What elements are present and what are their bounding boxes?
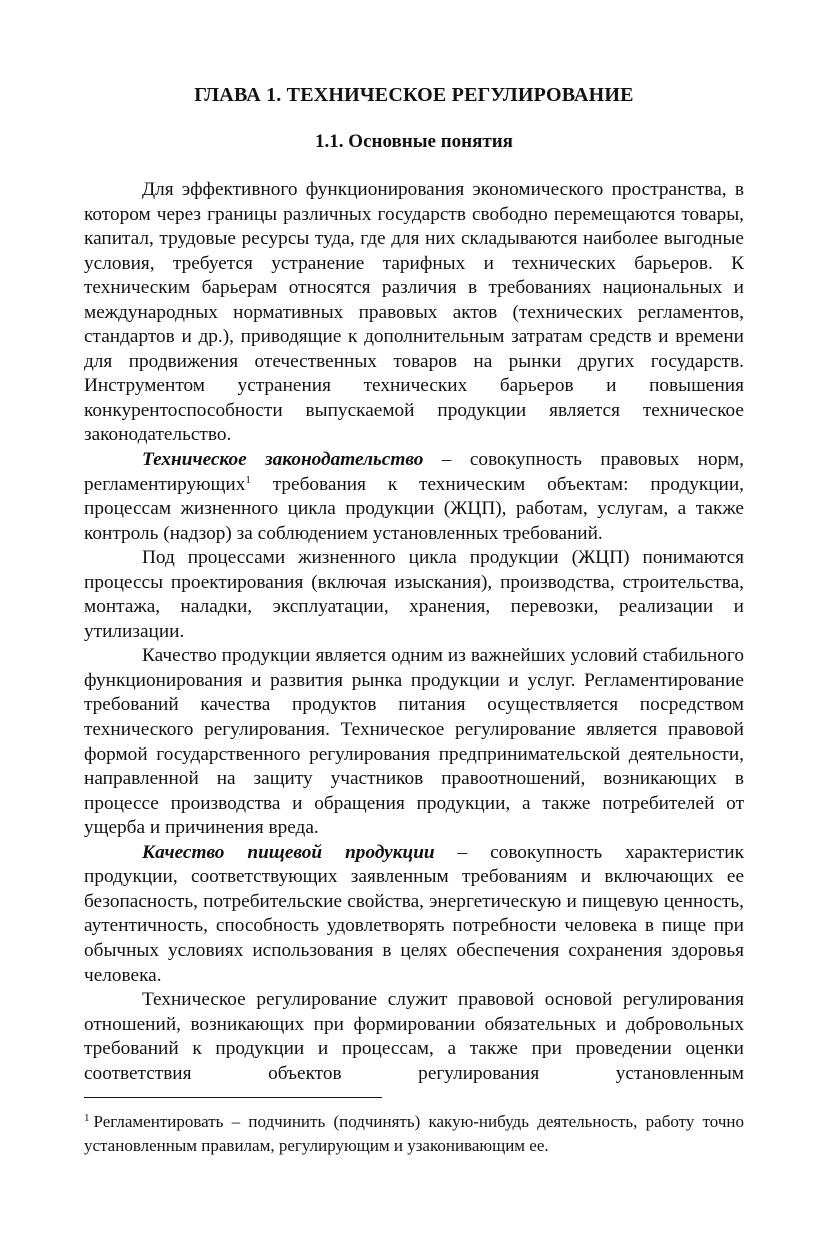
section-title: 1.1. Основные понятия [315, 131, 513, 152]
body-text [84, 178, 744, 1086]
paragraph-5 [84, 841, 744, 988]
chapter-title: ГЛАВА 1. ТЕХНИЧЕСКОЕ РЕГУЛИРОВАНИЕ [194, 84, 634, 106]
paragraph-3: Под процессами жизненного цикла продукции (ЖЦП) понимаются процессы проектирования (включая изыскания), производства, строительства, монтажа, наладки, эксплуатации, хранения, перевозки, реализации и утилизации. [84, 547, 744, 642]
paragraph-4: Качество продукции является одним из важнейших условий стабильного функционирования и развития рынка продукции и услуг. Регламентирование требований качества продуктов питания осуществляется посредством технического регулирования. Техническое регулирование является правовой формой государственного регулирования предпринимательской деятельности, направленной на защиту участников правоотношений, возникающих в процессе производства и обращения продукции, а также потребителей от ущерба и причинения вреда. [84, 645, 744, 839]
footnote [84, 1110, 744, 1158]
paragraph-6: Техническое регулирование служит правовой основой регулирования отношений, возникающих при формировании обязательных и добровольных требований к продукции и процессам, а также при проведении оценки соответствия объектов регулирования установленным [84, 989, 744, 1084]
paragraph-2 [84, 448, 744, 546]
footnote-divider [84, 1097, 382, 1098]
term-technical-legislation: Техническое законодательство [142, 449, 424, 471]
footnote-text: Регламентировать – подчинить (подчинять) какую-нибудь деятельность, работу точно установленным правилам, регулирующим и узаконивающим ее. [84, 1112, 744, 1155]
paragraph-2-text-b: требования к техническим объектам: продукции, процессам жизненного цикла продукции (ЖЦП), работам, услугам, а также контроль (надзор) за соблюдением установленных требований. [84, 473, 744, 544]
paragraph-2-text-a: – совокупность правовых норм, регламентирующих [84, 449, 744, 495]
term-food-quality: Качество пищевой продукции [142, 841, 435, 863]
paragraph-5-text: – совокупность характеристик продукции, соответствующих заявленным требованиям и включающих ее безопасность, потребительские свойства, энергетическую и пищевую ценность, аутентичность, способность удовлетворять потребности человека в пище при обычных условиях использования в целях обеспечения сохранения здоровья человека. [84, 841, 744, 986]
paragraph-1: Для эффективного функционирования экономического пространства, в котором через границы различных государств свободно перемещаются товары, капитал, трудовые ресурсы туда, где для них складываются наиболее выгодные условия, требуется устранение тарифных и технических барьеров. К техническим барьерам относятся различия в требованиях национальных и международных нормативных правовых актов (технических регламентов, стандартов и др.), приводящие к дополнительным затратам средств и времени для продвижения отечественных товаров на рынки других государств. Инструментом устранения технических барьеров и повышения конкурентоспособности выпускаемой продукции является техническое законодательство. [84, 179, 744, 446]
footnote-reference[interactable]: 1 [245, 473, 251, 486]
footnote-mark: 1 [84, 1112, 90, 1124]
